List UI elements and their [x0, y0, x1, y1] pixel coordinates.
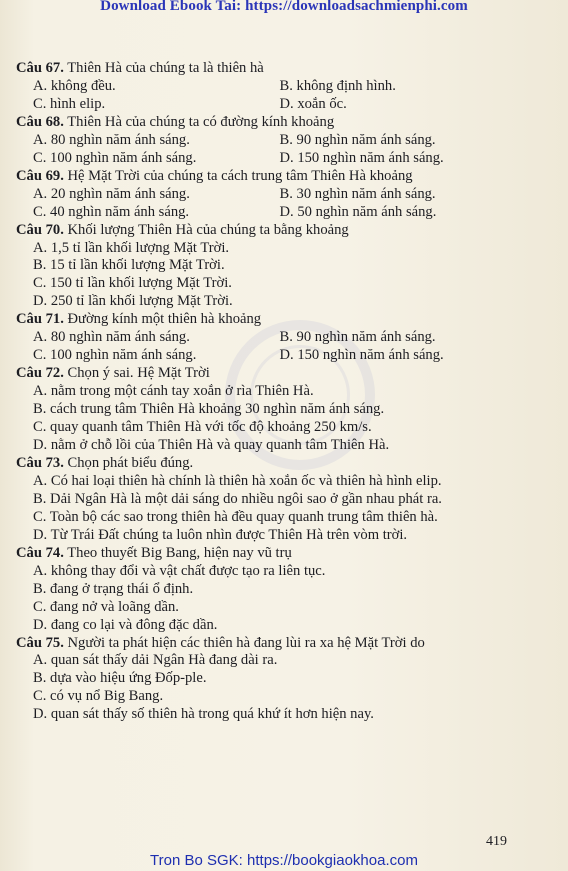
- option-a: A. Có hai loại thiên hà chính là thiên hà xoắn ốc và thiên hà hình elip.: [33, 472, 442, 489]
- question-text: Khối lượng Thiên Hà của chúng ta bằng khoảng: [63, 221, 349, 238]
- question-69: [16, 168, 526, 222]
- option-c: C. có vụ nổ Big Bang.: [33, 688, 164, 705]
- question-text: Người ta phát hiện các thiên hà đang lùi ra xa hệ Mặt Trời do: [63, 634, 425, 651]
- question-stem: [16, 222, 526, 240]
- question-stem: [16, 114, 526, 132]
- question-stem: [16, 635, 526, 653]
- option-a: A. 80 nghìn năm ánh sáng.: [33, 131, 190, 148]
- option-b: B. 90 nghìn năm ánh sáng.: [279, 131, 436, 148]
- question-stem: [16, 455, 526, 473]
- question-text: Theo thuyết Big Bang, hiện nay vũ trụ: [63, 544, 292, 561]
- option-b: B. 30 nghìn năm ánh sáng.: [279, 185, 436, 202]
- option-a: A. 1,5 tỉ lần khối lượng Mặt Trời.: [33, 239, 230, 256]
- question-text: Thiên Hà của chúng ta là thiên hà: [63, 60, 264, 76]
- option-b: B. 15 tỉ lần khối lượng Mặt Trời.: [33, 257, 225, 274]
- option-d: D. Từ Trái Đất chúng ta luôn nhìn được Thiên Hà trên vòm trời.: [33, 526, 408, 543]
- page-number: 419: [486, 834, 507, 849]
- question-72: [16, 365, 526, 455]
- question-number: Câu 72.: [16, 365, 64, 382]
- download-header-link[interactable]: Download Ebook Tai: https://downloadsachmienphi.com: [100, 0, 468, 14]
- option-d: D. đang co lại và đông đặc dần.: [33, 616, 218, 633]
- option-d: D. 150 nghìn năm ánh sáng.: [279, 149, 444, 166]
- option-c: C. quay quanh tâm Thiên Hà với tốc độ khoảng 250 km/s.: [33, 419, 372, 436]
- option-a: A. 80 nghìn năm ánh sáng.: [33, 329, 190, 346]
- option-b: B. Dải Ngân Hà là một dải sáng do nhiều ngôi sao ở gần nhau phát ra.: [33, 490, 442, 507]
- question-68: [16, 114, 526, 168]
- option-d: D. 150 nghìn năm ánh sáng.: [279, 347, 444, 364]
- option-a: A. không thay đổi và vật chất được tạo ra liên tục.: [33, 562, 326, 579]
- option-d: D. 50 nghìn năm ánh sáng.: [279, 203, 437, 220]
- option-b: B. 90 nghìn năm ánh sáng.: [279, 329, 436, 346]
- option-a: A. 20 nghìn năm ánh sáng.: [33, 185, 190, 202]
- option-a: A. quan sát thấy dải Ngân Hà đang dài ra.: [33, 652, 278, 669]
- option-d: D. quan sát thấy số thiên hà trong quá khứ ít hơn hiện nay.: [33, 706, 374, 723]
- footer-link[interactable]: Tron Bo SGK: https://bookgiaokhoa.com: [150, 852, 418, 869]
- question-71: [16, 311, 526, 365]
- question-stem: [16, 365, 526, 383]
- question-stem: [16, 168, 526, 186]
- question-number: Câu 70.: [16, 221, 64, 238]
- question-number: Câu 75.: [16, 634, 64, 651]
- question-text: Thiên Hà của chúng ta có đường kính khoảng: [63, 113, 335, 130]
- question-70: [16, 222, 526, 312]
- option-b: B. dựa vào hiệu ứng Đốp-ple.: [33, 670, 207, 687]
- option-d: D. nằm ở chỗ lồi của Thiên Hà và quay quanh tâm Thiên Hà.: [33, 437, 390, 454]
- option-c: C. đang nở và loãng dần.: [33, 598, 179, 615]
- question-67: [16, 60, 526, 114]
- question-stem: [16, 311, 526, 329]
- question-number: Câu 68.: [16, 113, 64, 130]
- question-list: [16, 60, 526, 724]
- option-c: C. 150 tỉ lần khối lượng Mặt Trời.: [33, 275, 232, 292]
- option-a: A. nằm trong một cánh tay xoắn ở rìa Thiên Hà.: [33, 383, 314, 400]
- question-number: Câu 71.: [16, 311, 64, 328]
- option-c: C. 100 nghìn năm ánh sáng.: [33, 347, 197, 364]
- question-73: [16, 455, 526, 545]
- option-b: B. cách trung tâm Thiên Hà khoảng 30 nghìn năm ánh sáng.: [33, 401, 385, 418]
- question-text: Đường kính một thiên hà khoảng: [63, 311, 262, 328]
- question-74: [16, 545, 526, 635]
- question-text: Chọn ý sai. Hệ Mặt Trời: [63, 365, 210, 382]
- option-b: B. đang ở trạng thái ổ định.: [33, 580, 194, 597]
- option-c: C. hình elip.: [33, 95, 106, 112]
- option-d: D. xoắn ốc.: [279, 95, 347, 112]
- option-c: C. 100 nghìn năm ánh sáng.: [33, 149, 197, 166]
- question-number: Câu 69.: [16, 167, 64, 184]
- question-text: Chọn phát biểu đúng.: [63, 454, 194, 471]
- option-c: C. Toàn bộ các sao trong thiên hà đều quay quanh trung tâm thiên hà.: [33, 508, 438, 525]
- option-a: A. không đều.: [33, 77, 116, 94]
- question-number: Câu 67.: [16, 60, 64, 76]
- option-d: D. 250 tỉ lần khối lượng Mặt Trời.: [33, 293, 233, 310]
- option-b: B. không định hình.: [279, 77, 396, 94]
- option-c: C. 40 nghìn năm ánh sáng.: [33, 203, 190, 220]
- question-stem: [16, 545, 526, 563]
- question-number: Câu 73.: [16, 454, 64, 471]
- question-stem: [16, 60, 526, 78]
- question-75: [16, 635, 526, 725]
- question-number: Câu 74.: [16, 544, 64, 561]
- question-text: Hệ Mặt Trời của chúng ta cách trung tâm Thiên Hà khoảng: [63, 167, 413, 184]
